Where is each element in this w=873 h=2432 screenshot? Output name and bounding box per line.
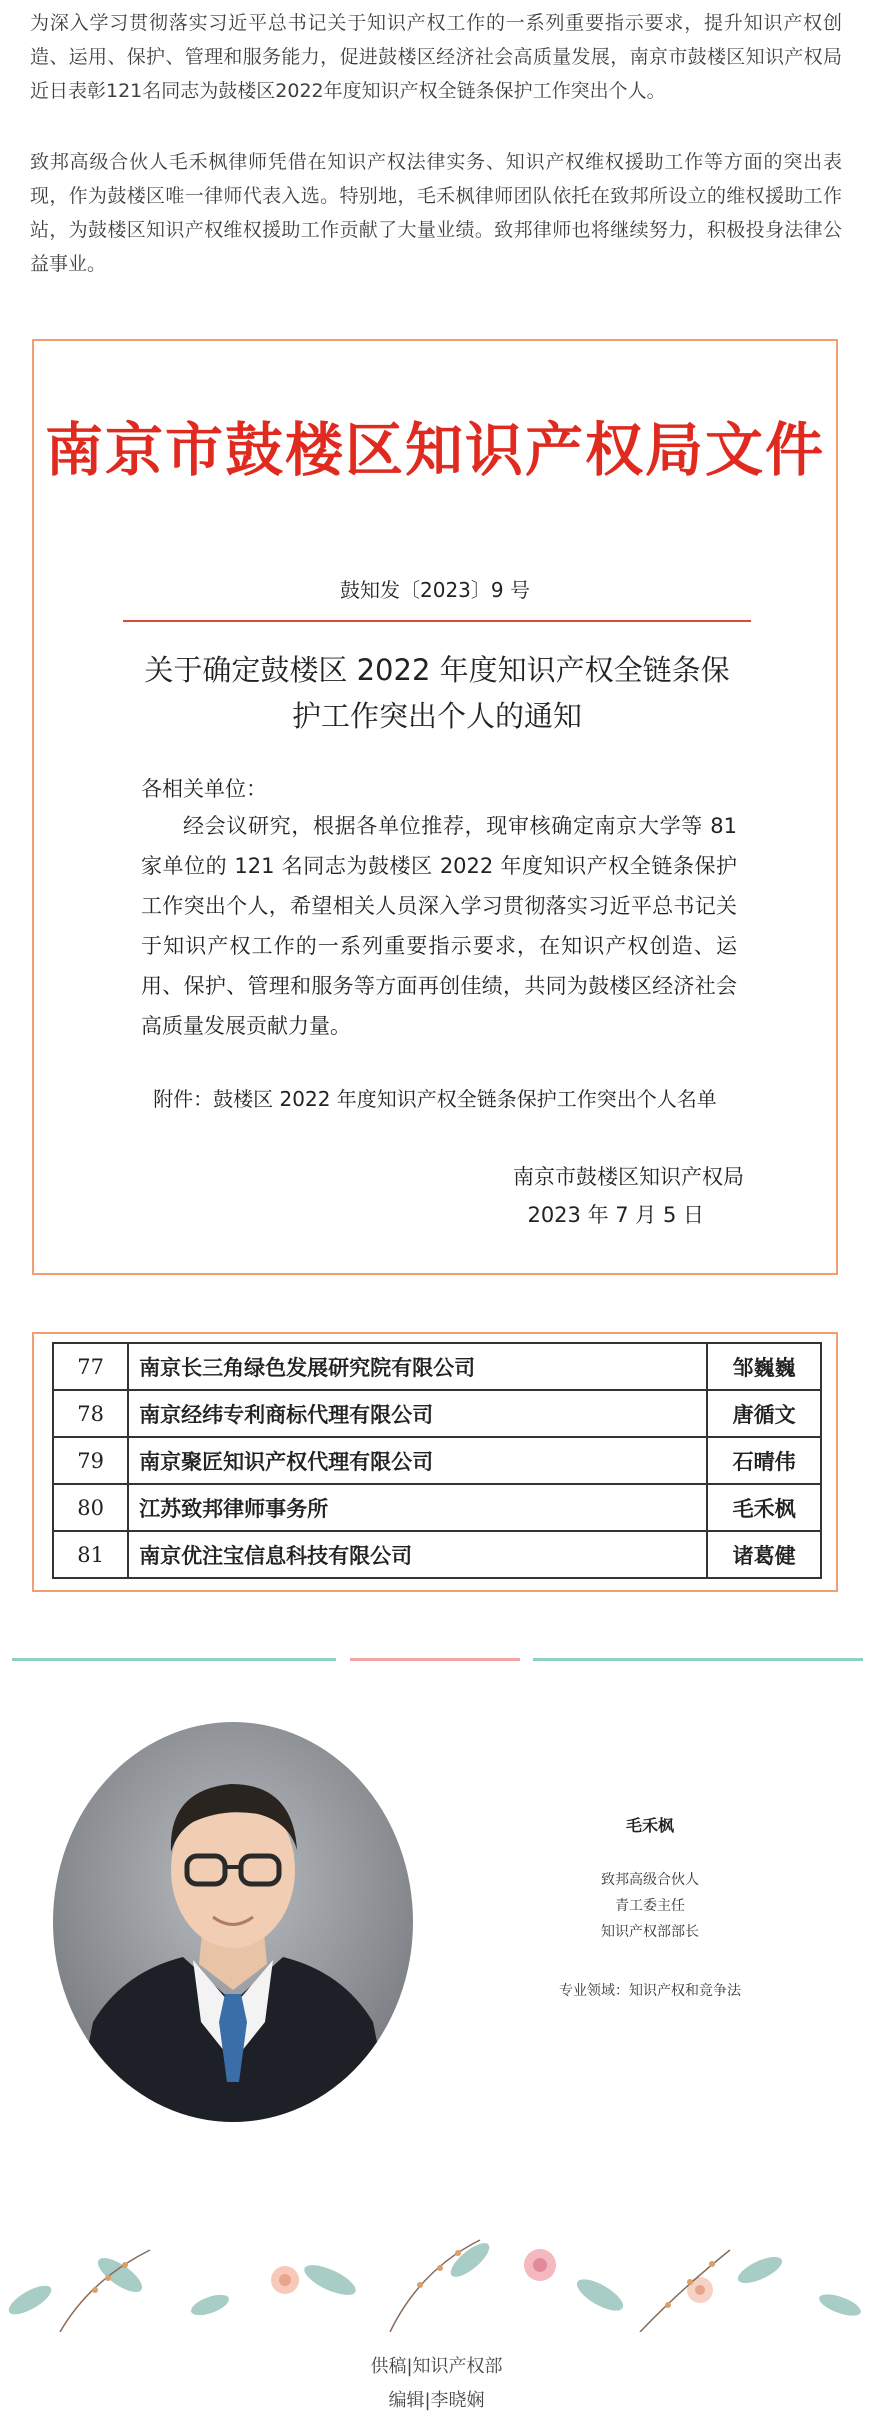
row-person: 唐循文 xyxy=(707,1390,821,1437)
row-person: 邹巍巍 xyxy=(707,1343,821,1390)
honor-list-image xyxy=(32,1332,838,1592)
floral-decoration xyxy=(0,2220,873,2332)
intro-paragraph: 为深入学习贯彻落实习近平总书记关于知识产权工作的一系列重要指示要求，提升知识产权创造、运用、保护、管理和服务能力，促进鼓楼区经济社会高质量发展，南京市鼓楼区知识产权局近日表彰121名同志为鼓楼区2022年度知识产权全链条保护工作突出个人。 xyxy=(30,12,842,102)
row-organization: 南京长三角绿色发展研究院有限公司 xyxy=(128,1343,707,1390)
row-number: 80 xyxy=(53,1484,128,1531)
profile-field: 专业领域：知识产权和竞争法 xyxy=(559,1983,741,1999)
leaf-icon xyxy=(5,2238,864,2320)
notice-doc-number: 鼓知发〔2023〕9 号 xyxy=(340,578,530,602)
branch-icon xyxy=(60,2240,730,2332)
row-number: 79 xyxy=(53,1437,128,1484)
notice-issuer: 南京市鼓楼区知识产权局 xyxy=(513,1165,744,1189)
table-row xyxy=(53,1437,821,1484)
row-organization: 南京经纬专利商标代理有限公司 xyxy=(128,1390,707,1437)
notice-title: 关于确定鼓楼区 2022 年度知识产权全链条保护工作突出个人的通知 xyxy=(144,653,730,733)
honor-list-table xyxy=(52,1342,822,1579)
table-row xyxy=(53,1390,821,1437)
divider-left xyxy=(12,1658,336,1661)
notice-date: 2023 年 7 月 5 日 xyxy=(527,1203,704,1227)
row-person: 毛禾枫 xyxy=(707,1484,821,1531)
profile-role-youth-committee: 青工委主任 xyxy=(615,1898,685,1914)
berry-icon xyxy=(92,2250,715,2308)
second-paragraph: 致邦高级合伙人毛禾枫律师凭借在知识产权法律实务、知识产权维权援助工作等方面的突出表现，作为鼓楼区唯一律师代表入选。特别地，毛禾枫律师团队依托在致邦所设立的维权援助工作站，为鼓楼区知识产权维权援助工作贡献了大量业绩。致邦律师也将继续努力，积极投身法律公益事业。 xyxy=(30,151,842,275)
profile-role-department: 知识产权部部长 xyxy=(601,1924,699,1940)
row-organization: 南京优注宝信息科技有限公司 xyxy=(128,1531,707,1578)
profile-photo xyxy=(53,1722,413,2122)
notice-attachment: 附件：鼓楼区 2022 年度知识产权全链条保护工作突出个人名单 xyxy=(153,1087,717,1111)
credit-contributor: 供稿|知识产权部 xyxy=(370,2356,503,2377)
row-number: 78 xyxy=(53,1390,128,1437)
divider-right xyxy=(533,1658,863,1661)
row-organization: 江苏致邦律师事务所 xyxy=(128,1484,707,1531)
row-person: 石晴伟 xyxy=(707,1437,821,1484)
notice-header: 南京市鼓楼区知识产权局文件 xyxy=(44,416,825,484)
row-organization: 南京聚匠知识产权代理有限公司 xyxy=(128,1437,707,1484)
notice-body: 经会议研究，根据各单位推荐，现审核确定南京大学等 81 家单位的 121 名同志为鼓楼区 2022 年度知识产权全链条保护工作突出个人，希望相关人员深入学习贯彻落实习近平总书记关于知识产权工作的一系列重要指示要求，在知识产权创造、运用、保护、管理和服务等方面再创佳绩，共同为鼓楼区经济社会高质量发展贡献力量。 xyxy=(141,814,737,1038)
row-number: 81 xyxy=(53,1531,128,1578)
divider-center xyxy=(350,1658,520,1661)
profile-name: 毛禾枫 xyxy=(625,1816,674,1835)
row-number: 77 xyxy=(53,1343,128,1390)
credit-editor: 编辑|李晓娴 xyxy=(388,2390,485,2411)
table-row xyxy=(53,1484,821,1531)
table-row xyxy=(53,1531,821,1578)
person-portrait-icon xyxy=(53,1722,413,2122)
table-row xyxy=(53,1343,821,1390)
row-person: 诸葛健 xyxy=(707,1531,821,1578)
notice-red-rule xyxy=(123,620,751,622)
notice-document-image xyxy=(32,339,838,1275)
profile-role-partner: 致邦高级合伙人 xyxy=(601,1872,699,1888)
notice-salutation: 各相关单位： xyxy=(141,777,267,801)
